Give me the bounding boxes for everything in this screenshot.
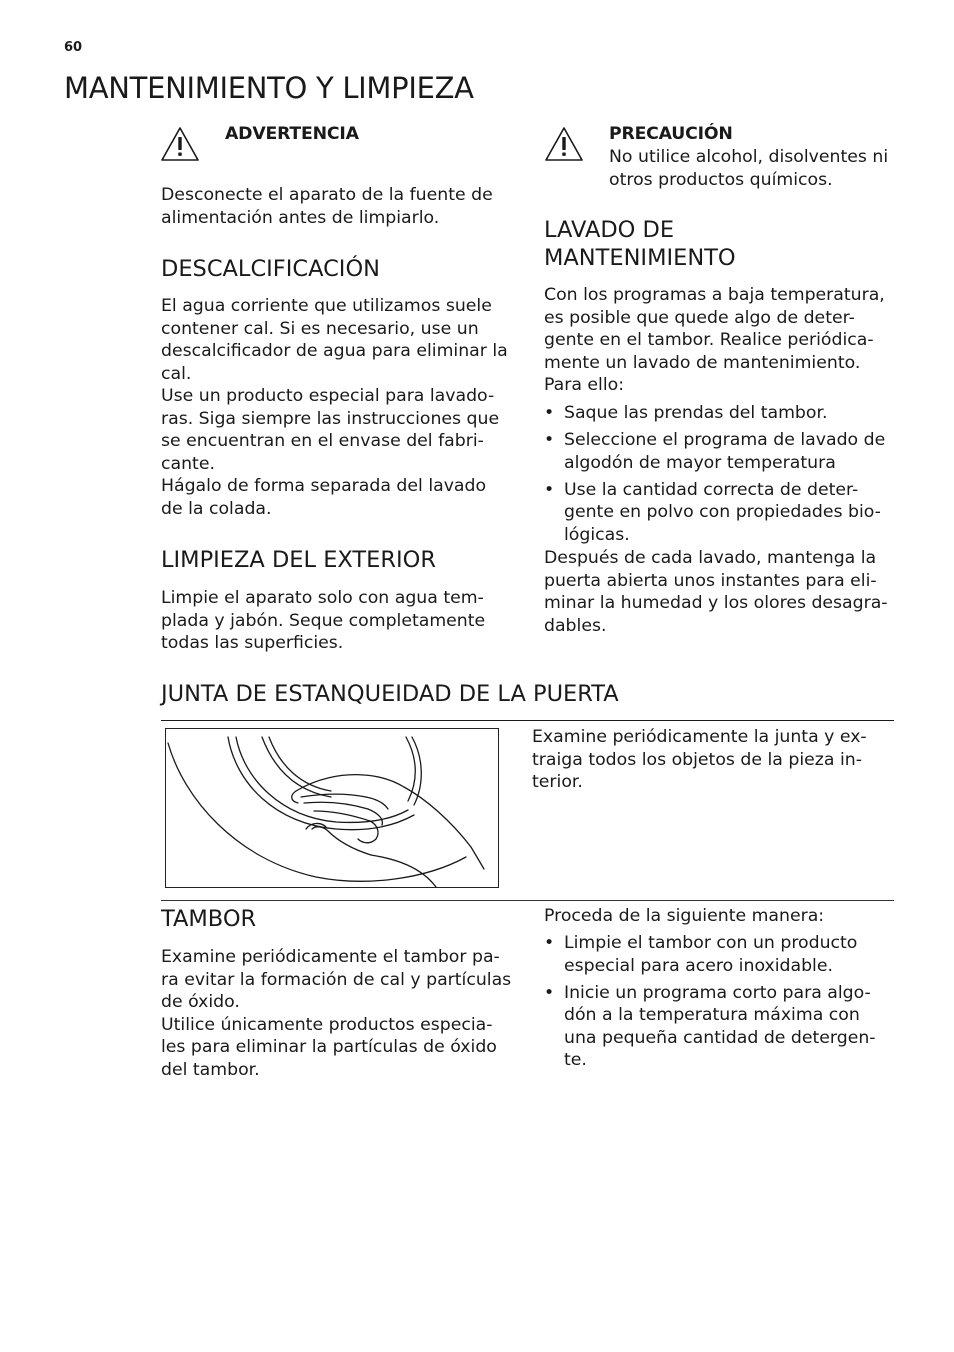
divider	[161, 900, 894, 901]
warning-label: ADVERTENCIA	[225, 124, 359, 144]
tambor-text: Examine periódicamente el tambor pa- ra evitar la formación de cal y partículas de óxido. Utilice únicamente productos especia- les para eliminar la partículas de óxido del tambor.	[161, 947, 512, 1080]
tambor-intro: Proceda de la siguiente manera:	[544, 906, 825, 926]
lavado-mantenimiento-outro: Después de cada lavado, mantenga la puerta abierta unos instantes para eli- minar la humedad y los olores desagra- dables.	[544, 548, 888, 636]
door-seal-illustration	[165, 728, 499, 888]
section-title-limpieza-exterior: LIMPIEZA DEL EXTERIOR	[161, 547, 436, 573]
warning-block	[159, 125, 201, 167]
list-item: • Limpie el tambor con un producto especial para acero inoxidable.	[544, 932, 904, 977]
section-title-descalcificacion: DESCALCIFICACIÓN	[161, 256, 380, 282]
caution-text: No utilice alcohol, disolventes ni otros productos químicos.	[609, 147, 889, 190]
page-number: 60	[64, 40, 83, 55]
limpieza-exterior-text: Limpie el aparato solo con agua tem- plada y jabón. Seque completamente todas las superficies.	[161, 588, 486, 653]
junta-text: Examine periódicamente la junta y ex- traiga todos los objetos de la pieza in- terior.	[532, 727, 867, 792]
caution-label: PRECAUCIÓN	[609, 124, 733, 144]
caution-block	[543, 125, 585, 167]
door-seal-drawing	[166, 729, 499, 888]
page-title: MANTENIMIENTO Y LIMPIEZA	[64, 71, 474, 105]
list-item: • Inicie un programa corto para algo- dón a la temperatura máxima con una pequeña cantidad de detergen- te.	[544, 982, 904, 1072]
warning-triangle-icon	[543, 125, 585, 163]
list-item: • Use la cantidad correcta de deter- gente en polvo con propiedades bio- lógicas.	[544, 479, 904, 547]
tambor-list	[544, 932, 904, 1076]
section-title-junta: JUNTA DE ESTANQUEIDAD DE LA PUERTA	[161, 681, 619, 707]
warning-text: Desconecte el aparato de la fuente de alimentación antes de limpiarlo.	[161, 185, 493, 228]
list-item: • Seleccione el programa de lavado de algodón de mayor temperatura	[544, 429, 904, 474]
descalcificacion-text: El agua corriente que utilizamos suele contener cal. Si es necesario, use un descalcificador de agua para eliminar la cal. Use un producto especial para lavado- ras. Siga siempre las instrucciones que se encuentran en el envase del fabri- cante. Hágalo de forma separada del lavado de la colada.	[161, 296, 508, 519]
list-item: • Saque las prendas del tambor.	[544, 402, 904, 425]
lavado-mantenimiento-list	[544, 402, 904, 551]
section-title-lavado-mantenimiento: LAVADO DE MANTENIMIENTO	[544, 217, 736, 271]
lavado-mantenimiento-intro: Con los programas a baja temperatura, es posible que quede algo de deter- gente en el tambor. Realice periódica- mente un lavado de mantenimiento. Para ello:	[544, 285, 885, 395]
warning-triangle-icon	[159, 125, 201, 163]
divider	[161, 720, 894, 721]
section-title-tambor: TAMBOR	[161, 906, 257, 932]
